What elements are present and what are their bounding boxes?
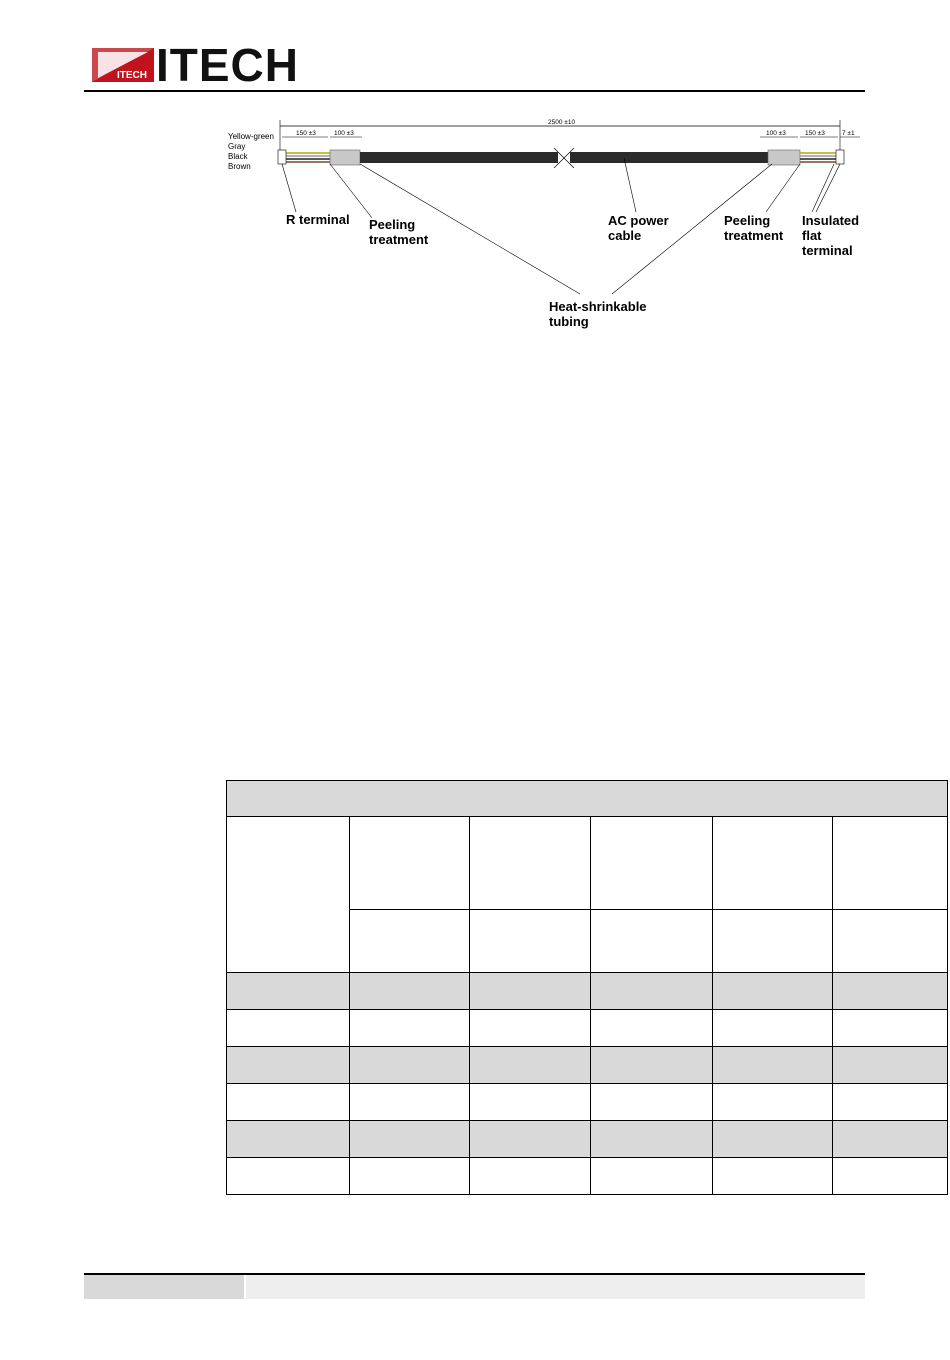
table-cell (832, 1083, 948, 1121)
table-cell (349, 972, 470, 1010)
callout-peeling-left: Peeling treatment (369, 217, 429, 247)
left-tubing (330, 150, 360, 165)
table-subheader-cell (349, 909, 470, 973)
callout-heat-shrink: Heat-shrinkable tubing (549, 299, 647, 329)
table-cell (469, 1009, 591, 1047)
table-cell (349, 1120, 470, 1158)
table-cell (469, 1157, 591, 1195)
table-header-cell (590, 816, 713, 910)
table-cell (712, 972, 833, 1010)
table-cell (832, 972, 948, 1010)
table-subheader-cell (712, 909, 833, 973)
table-cell (349, 1009, 470, 1047)
table-cell (832, 1046, 948, 1084)
table-cell (226, 1046, 350, 1084)
callout-insulated-terminal: Insulated flat terminal (802, 213, 860, 258)
table-cell (226, 1009, 350, 1047)
table-cell (226, 1083, 350, 1121)
table-cell (712, 1120, 833, 1158)
table-header-cell (712, 816, 833, 910)
itech-logo-icon (92, 48, 154, 82)
dim-right-tubing: 100 ±3 (766, 130, 786, 137)
table-cell (590, 1120, 713, 1158)
table-header-cell (469, 816, 591, 910)
footer-left-band (84, 1275, 244, 1299)
table-cell (590, 972, 713, 1010)
left-wires (278, 150, 330, 164)
table-cell (712, 1046, 833, 1084)
wire-label-brown: Brown (228, 162, 251, 171)
table-cell (349, 1083, 470, 1121)
svg-text:ITECH: ITECH (117, 70, 147, 81)
table-cell (832, 1157, 948, 1195)
table-cell (469, 1046, 591, 1084)
right-tubing (768, 150, 800, 165)
table-cell (590, 1157, 713, 1195)
table-cell (349, 1157, 470, 1195)
wire-label-gray: Gray (228, 142, 246, 151)
footer-right-band (246, 1275, 865, 1299)
dim-left-tubing: 100 ±3 (334, 130, 354, 137)
table-cell (712, 1157, 833, 1195)
table-cell (590, 1046, 713, 1084)
table-cell (226, 1120, 350, 1158)
table-cell (832, 1120, 948, 1158)
table-cell (832, 1009, 948, 1047)
dim-terminal: 7 ±1 (842, 130, 855, 137)
table-cell (469, 1083, 591, 1121)
table-cell (712, 1083, 833, 1121)
cable-right (570, 152, 768, 163)
cable-diagram (220, 112, 880, 342)
dim-left-strip: 150 ±3 (296, 130, 316, 137)
table-cell (712, 1009, 833, 1047)
spec-table (226, 780, 948, 1194)
brand-wordmark: ITECH (156, 39, 299, 91)
wire-label-black: Black (228, 152, 248, 161)
table-header-cell (226, 816, 350, 973)
callout-ac-cable: AC power cable (608, 213, 669, 243)
wire-label-yellow-green: Yellow-green (228, 132, 274, 141)
dim-total: 2500 ±10 (548, 119, 576, 126)
right-wires (800, 150, 844, 164)
table-cell (226, 1157, 350, 1195)
table-cell (590, 1083, 713, 1121)
dim-right-strip: 150 ±3 (805, 130, 825, 137)
table-header-cell (349, 816, 470, 910)
table-cell (469, 972, 591, 1010)
table-subheader-cell (832, 909, 948, 973)
table-cell (226, 972, 350, 1010)
page-header (84, 40, 865, 92)
callout-r-terminal: R terminal (286, 212, 350, 227)
table-cell (469, 1120, 591, 1158)
table-subheader-cell (469, 909, 591, 973)
table-caption-row (226, 780, 948, 817)
table-cell (349, 1046, 470, 1084)
callout-peeling-right: Peeling treatment (724, 213, 784, 243)
table-header-cell (832, 816, 948, 910)
table-subheader-cell (590, 909, 713, 973)
cable-left (360, 152, 558, 163)
table-cell (590, 1009, 713, 1047)
